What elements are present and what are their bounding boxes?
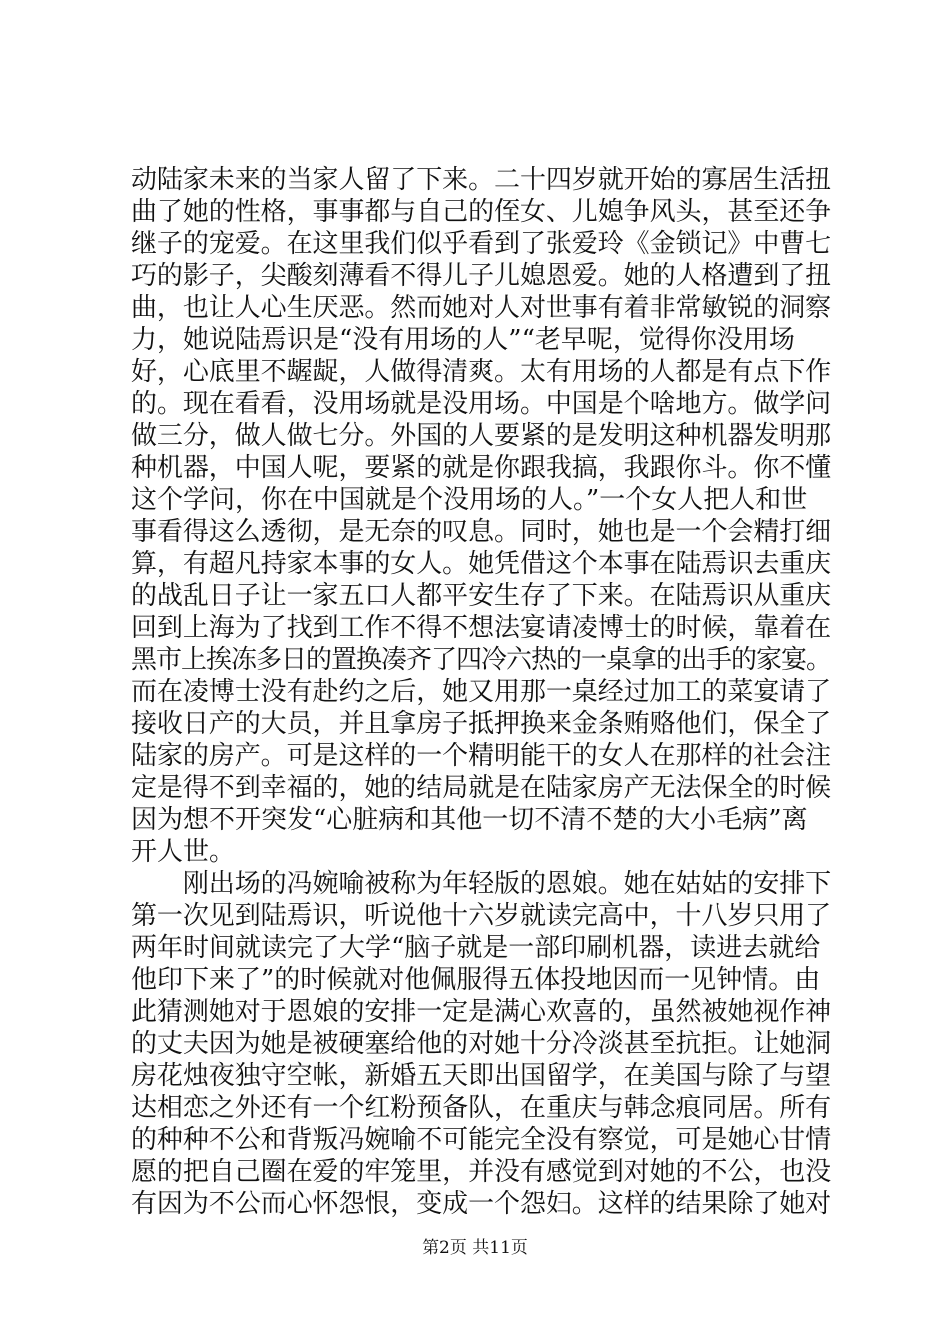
text-line: 而在凌博士没有赴约之后，她又用那一桌经过加工的菜宴请了 (131, 677, 832, 707)
text-line: 算，有超凡持家本事的女人。她凭借这个本事在陆焉识去重庆 (131, 549, 832, 579)
text-line: 曲了她的性格，事事都与自己的侄女、儿媳争风头，甚至还争 (131, 197, 832, 227)
text-line: 好，心底里不龌龊，人做得清爽。太有用场的人都是有点下作 (131, 357, 832, 387)
text-line: 种机器，中国人呢，要紧的就是你跟我搞，我跟你斗。你不懂 (131, 453, 832, 483)
text-line: 达相恋之外还有一个红粉预备队，在重庆与韩念痕同居。所有 (131, 1093, 832, 1123)
text-line: 的。现在看看，没用场就是没用场。中国是个啥地方。做学问 (131, 389, 832, 419)
text-line: 定是得不到幸福的，她的结局就是在陆家房产无法保全的时候 (131, 773, 832, 803)
text-line: 做三分，做人做七分。外国的人要紧的是发明这种机器发明那 (131, 421, 832, 451)
text-line: 的种种不公和背叛冯婉喻不可能完全没有察觉，可是她心甘情 (131, 1125, 832, 1155)
text-line: 回到上海为了找到工作不得不想法宴请凌博士的时候，靠着在 (131, 613, 832, 643)
body-text (131, 164, 831, 1220)
text-line: 他印下来了”的时候就对他佩服得五体投地因而一见钟情。由 (131, 965, 821, 995)
text-line: 第一次见到陆焉识，听说他十六岁就读完高中，十八岁只用了 (131, 901, 832, 931)
text-line: 陆家的房产。可是这样的一个精明能干的女人在那样的社会注 (131, 741, 832, 771)
text-line: 愿的把自己圈在爱的牢笼里，并没有感觉到对她的不公，也没 (131, 1157, 832, 1187)
text-line: 开人世。 (131, 837, 236, 867)
text-line: 这个学问，你在中国就是个没用场的人。”一个女人把人和世 (131, 485, 808, 515)
text-line: 巧的影子，尖酸刻薄看不得儿子儿媳恩爱。她的人格遭到了扭 (131, 261, 832, 291)
text-line: 两年时间就读完了大学“脑子就是一部印刷机器，读进去就给 (131, 933, 821, 963)
text-line: 接收日产的大员，并且拿房子抵押换来金条贿赂他们，保全了 (131, 709, 832, 739)
text-line: 因为想不开突发“心脏病和其他一切不清不楚的大小毛病”离 (131, 805, 808, 835)
text-line: 曲，也让人心生厌恶。然而她对人对世事有着非常敏锐的洞察 (131, 293, 832, 323)
text-line: 事看得这么透彻，是无奈的叹息。同时，她也是一个会精打细 (131, 517, 832, 547)
text-line: 此猜测她对于恩娘的安排一定是满心欢喜的，虽然被她视作神 (131, 997, 832, 1027)
text-line: 的战乱日子让一家五口人都平安生存了下来。在陆焉识从重庆 (131, 581, 832, 611)
page-footer: 第2页 共11页 (422, 1238, 528, 1258)
text-line: 有因为不公而心怀怨恨，变成一个怨妇。这样的结果除了她对 (131, 1189, 832, 1219)
text-line: 动陆家未来的当家人留了下来。二十四岁就开始的寡居生活扭 (131, 165, 832, 195)
text-line: 刚出场的冯婉喻被称为年轻版的恩娘。她在姑姑的安排下 (131, 869, 832, 899)
text-line: 黑市上挨冻多日的置换凑齐了四冷六热的一桌拿的出手的家宴。 (131, 645, 832, 675)
text-line: 继子的宠爱。在这里我们似乎看到了张爱玲《金锁记》中曹七 (131, 229, 832, 259)
text-line: 力，她说陆焉识是“没有用场的人”“老早呢，觉得你没用场 (131, 325, 795, 355)
text-line: 房花烛夜独守空帐，新婚五天即出国留学，在美国与除了与望 (131, 1061, 832, 1091)
text-line: 的丈夫因为她是被硬塞给他的对她十分冷淡甚至抗拒。让她洞 (131, 1029, 832, 1059)
